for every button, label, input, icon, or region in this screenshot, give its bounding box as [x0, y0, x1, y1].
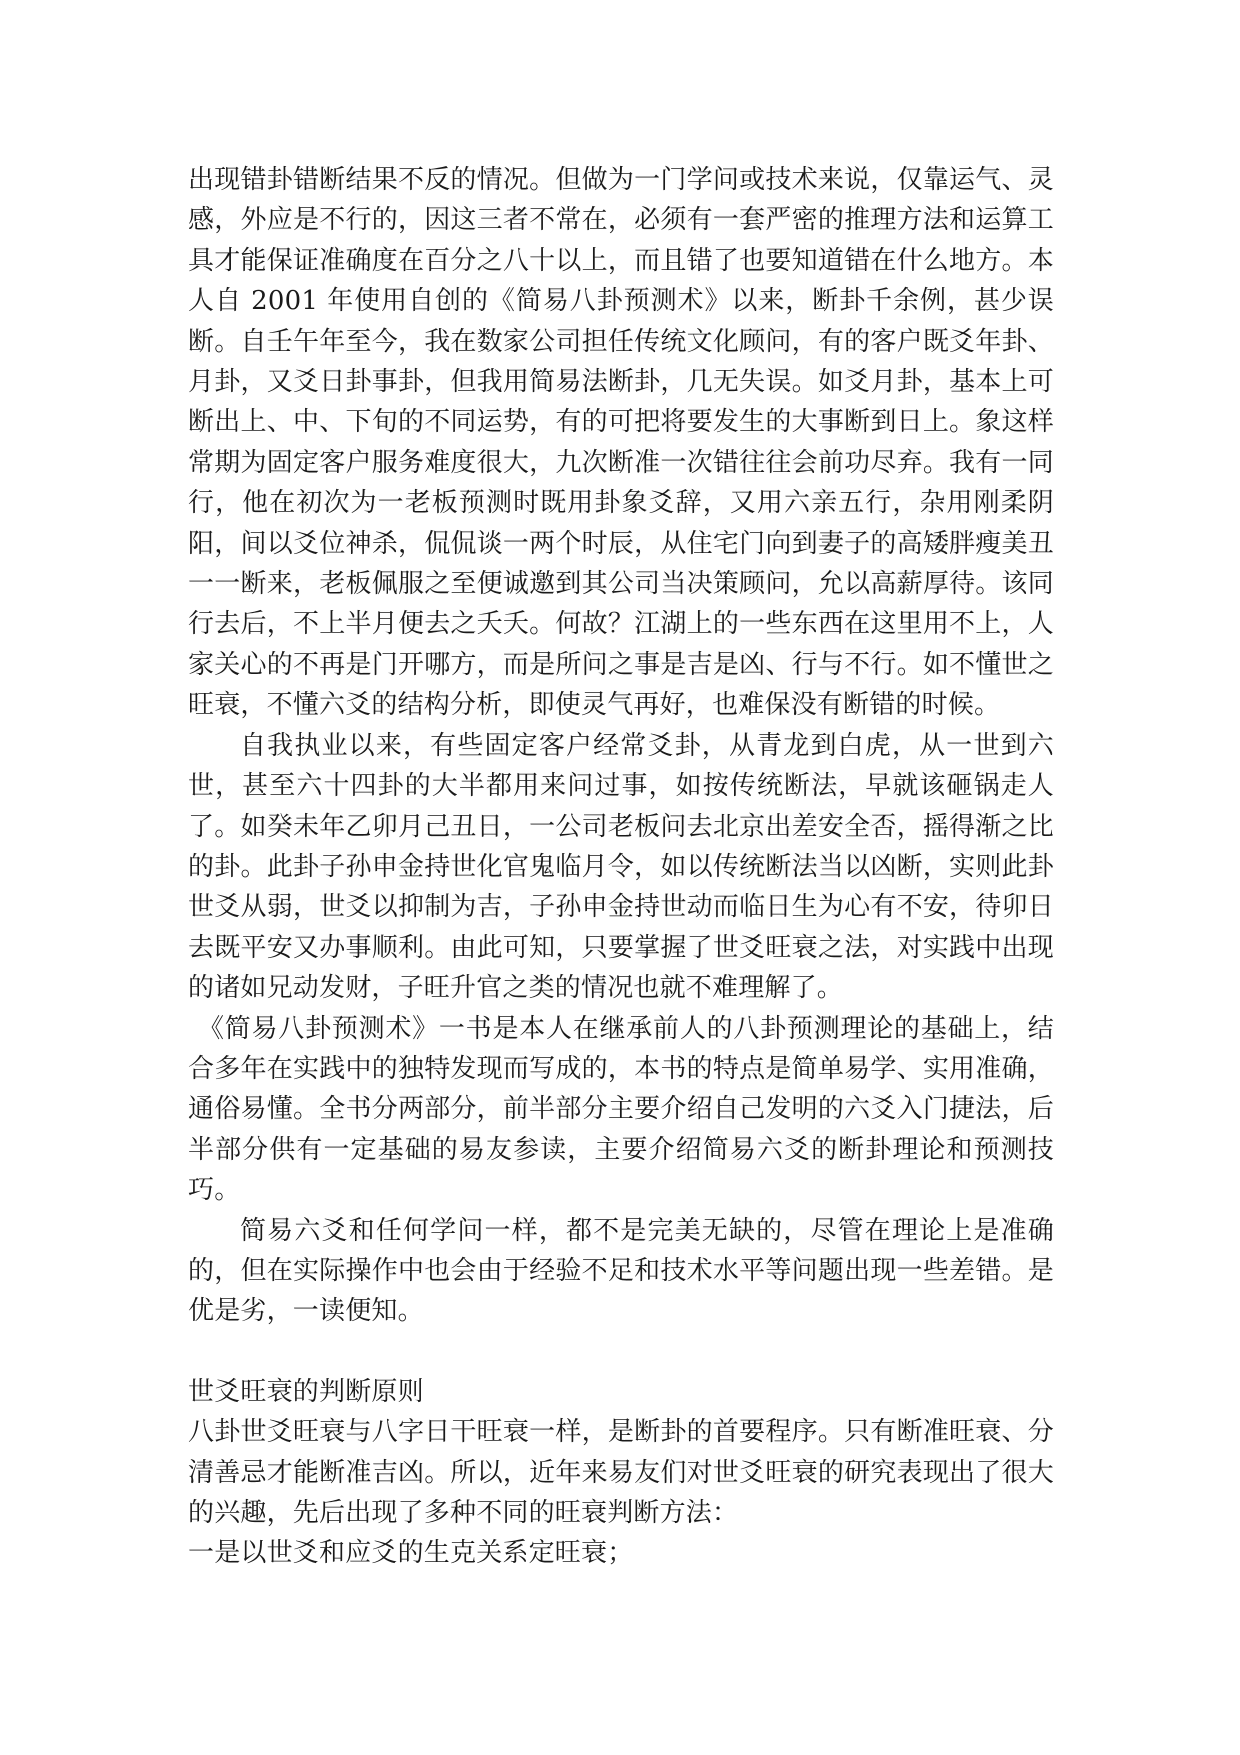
section-paragraph: 八卦世爻旺衰与八字日干旺衰一样，是断卦的首要程序。只有断准旺衰、分清善忌才能断准吉凶。所以，近年来易友们对世爻旺衰的研究表现出了很大的兴趣，先后出现了多种不同的旺衰判断方法： — [188, 1417, 1054, 1528]
paragraph-conclusion: 简易六爻和任何学问一样，都不是完美无缺的，尽管在理论上是准确的，但在实际操作中也会由于经验不足和技术水平等问题出现一些差错。是优是劣，一读便知。 — [188, 1215, 1054, 1327]
document-body — [188, 160, 1054, 1574]
list-item: 一是以世爻和应爻的生克关系定旺衰； — [188, 1538, 634, 1569]
paragraph-intro: 出现错卦错断结果不反的情况。但做为一门学问或技术来说，仅靠运气、灵感，外应是不行的，因这三者不常在，必须有一套严密的推理方法和运算工具才能保证准确度在百分之八十以上，而且错了也要知道错在什么地方。本人自 2001 年使用自创的《简易八卦预测术》以来，断卦千余例，甚少误断。自壬午年至今，我在数家公司担任传统文化顾问，有的客户既爻年卦、月卦，又爻日卦事卦，但我用简易法断卦，几无失误。如爻月卦，基本上可断出上、中、下旬的不同运势，有的可把将要发生的大事断到日上。象这样常期为固定客户服务难度很大，九次断准一次错往往会前功尽弃。我有一同行，他在初次为一老板预测时既用卦象爻辞，又用六亲五行，杂用刚柔阴阳，间以爻位神杀，侃侃谈一两个时辰，从住宅门向到妻子的高矮胖瘦美丑一一断来，老板佩服之至便诚邀到其公司当决策顾问，允以高薪厚待。该同行去后，不上半月便去之夭夭。何故？江湖上的一些东西在这里用不上，人家关心的不再是门开哪方，而是所问之事是吉是凶、行与不行。如不懂世之旺衰，不懂六爻的结构分析，即使灵气再好，也难保没有断错的时候。 — [188, 165, 1054, 721]
paragraph-book: 《简易八卦预测术》一书是本人在继承前人的八卦预测理论的基础上，结合多年在实践中的独特发现而写成的，本书的特点是简单易学、实用准确，通俗易懂。全书分两部分，前半部分主要介绍自己发明的六爻入门捷法，后半部分供有一定基础的易友参读，主要介绍简易六爻的断卦理论和预测技巧。 — [188, 1013, 1054, 1206]
section-heading: 世爻旺衰的判断原则 — [188, 1376, 424, 1407]
section-gap — [188, 1332, 1054, 1372]
paragraph-practice: 自我执业以来，有些固定客户经常爻卦，从青龙到白虎，从一世到六世，甚至六十四卦的大半都用来问过事，如按传统断法，早就该砸锅走人了。如癸未年乙卯月己丑日，一公司老板问去北京出差安全否，摇得渐之比的卦。此卦子孙申金持世化官鬼临月令，如以传统断法当以凶断，实则此卦世爻从弱，世爻以抑制为吉，子孙申金持世动而临日生为心有不安，待卯日去既平安又办事顺利。由此可知，只要掌握了世爻旺衰之法，对实践中出现的诸如兄动发财，子旺升官之类的情况也就不难理解了。 — [188, 730, 1054, 1004]
